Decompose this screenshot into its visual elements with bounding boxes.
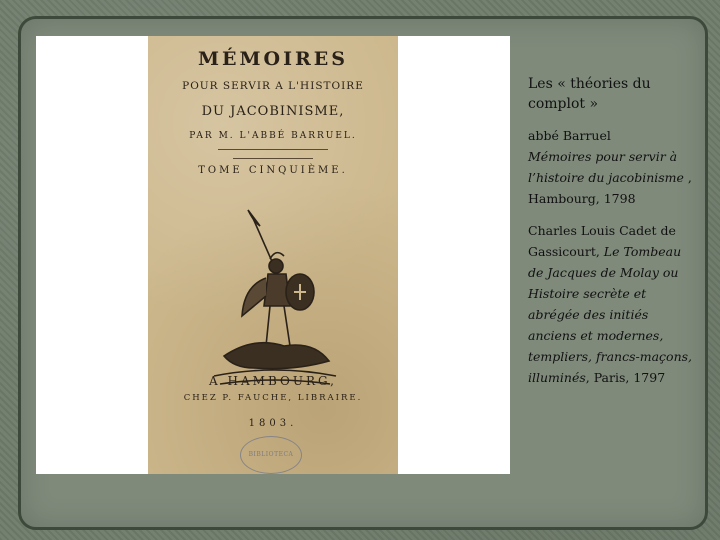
reference-author: abbé Barruel — [528, 128, 611, 143]
cover-author: PAR M. L'ABBÉ BARRUEL. — [189, 131, 357, 141]
reference-author: Charles Louis Cadet de Gassicourt, — [528, 223, 676, 259]
cover-subject: DU JACOBINISME, — [201, 104, 345, 119]
warrior-engraving — [204, 196, 344, 396]
reference-title: Le Tombeau de Jacques de Molay ou Histoire secrète et abrégée des initiés anciens et modernes, templiers, francs-maçons, illuminés — [528, 244, 693, 385]
reference-barruel — [528, 125, 698, 209]
book-cover-image — [148, 36, 398, 474]
cover-subtitle: POUR SERVIR A L'HISTOIRE — [182, 80, 364, 92]
cover-year: 1803. — [248, 418, 298, 429]
reference-cadet — [528, 220, 698, 388]
cover-divider — [233, 158, 313, 159]
cover-volume: TOME CINQUIÈME. — [198, 165, 348, 176]
reference-details: , Hambourg, 1798 — [528, 170, 692, 206]
cover-publisher: CHEZ P. FAUCHE, LIBRAIRE. — [183, 393, 363, 403]
reference-title: Mémoires pour servir à l’histoire du jacobinisme — [528, 149, 684, 185]
reference-details: , Paris, 1797 — [585, 370, 666, 385]
slide-heading: Les « théories du complot » — [528, 76, 651, 112]
slide-text — [528, 74, 698, 399]
cover-divider — [218, 149, 328, 150]
cover-place: A HAMBOURG, — [209, 374, 337, 388]
cover-title: MÉMOIRES — [198, 48, 348, 70]
library-stamp: BIBLIOTECA — [240, 436, 302, 474]
